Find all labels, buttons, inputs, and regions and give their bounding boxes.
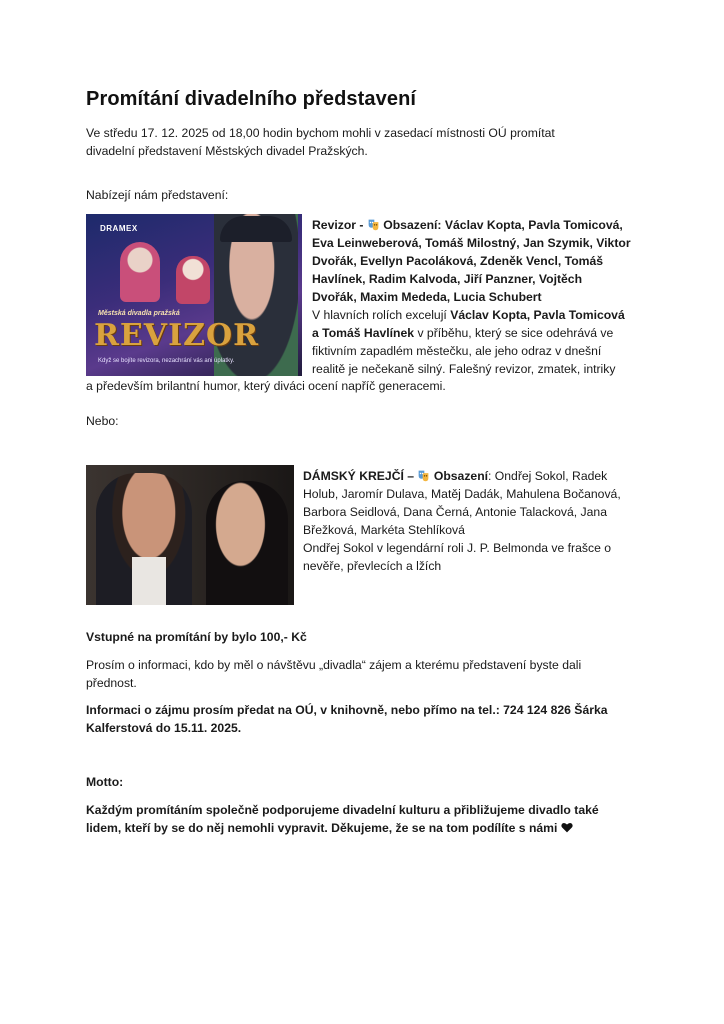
motto-paragraph <box>86 801 599 837</box>
revizor-desc-line-5: a především brilantní humor, který diváci ocení napříč generacemi. <box>86 379 446 393</box>
intro-paragraph <box>86 124 555 160</box>
intro-line-2: divadelní představení Městských divadel Pražských. <box>86 144 368 158</box>
revizor-desc-line-1a: V hlavních rolích excelují <box>312 308 451 322</box>
revizor-cast-label: Obsazení: <box>383 218 442 232</box>
info-paragraph <box>86 701 608 737</box>
request-line-1: Prosím o informaci, kdo by měl o návštěvu „divadla“ zájem a kterému představení byste dali <box>86 658 582 672</box>
damsky-cast-line-2: Holub, Jaromír Dulava, Matěj Dadák, Mahulena Bočanová, <box>303 487 621 501</box>
revizor-desc-line-2a: a Tomáš Havlínek <box>312 326 415 340</box>
intro-line-1: Ve středu 17. 12. 2025 od 18,00 hodin bychom mohli v zasedací místnosti OÚ promítat <box>86 126 555 140</box>
revizor-desc-line-1b: Václav Kopta, Pavla Tomicová <box>450 308 625 322</box>
damsky-desc-line-1: Ondřej Sokol v legendární roli J. P. Belmonda ve frašce o <box>303 541 612 555</box>
poster-subtitle: Městská divadla pražská <box>98 310 180 317</box>
revizor-cast-block <box>312 216 652 378</box>
revizor-cast-line-4: Havlínek, Radim Kalvoda, Jiří Panzner, Vojtěch <box>312 272 583 286</box>
or-label: Nebo: <box>86 414 119 428</box>
poster-tagline: Když se bojíte revizora, nezachrání vás ani úplatky. <box>98 358 235 364</box>
photo-shirt <box>132 557 166 605</box>
photo-actress <box>206 481 288 605</box>
offer-label: Nabízejí nám představení: <box>86 188 229 202</box>
revizor-desc-line-2b: v příběhu, který se sice odehrává ve <box>414 326 614 340</box>
revizor-cast-line-2: Eva Leinweberová, Tomáš Milostný, Jan Szymik, Viktor <box>312 236 631 250</box>
revizor-desc-line-4: realitě je nečekaně silný. Falešný revizor, zmatek, intriky <box>312 362 616 376</box>
revizor-cast-line-5: Dvořák, Maxim Mededa, Lucia Schubert <box>312 290 542 304</box>
theater-masks-icon <box>367 218 380 231</box>
revizor-cast-line-1: Václav Kopta, Pavla Tomicová, <box>441 218 623 232</box>
theater-masks-icon <box>417 469 430 482</box>
motto-line-2: lidem, kteří by se do něj nemohli vypravit. Děkujeme, že se na tom podílíte s námi <box>86 821 561 835</box>
poster-brand: DRAMEX <box>100 224 138 233</box>
page-title: Promítání divadelního představení <box>86 88 417 110</box>
damsky-cast-block <box>303 467 653 575</box>
revizor-cast-line-3: Dvořák, Evellyn Pacoláková, Zdeněk Vencl, Tomáš <box>312 254 604 268</box>
poster-figure <box>120 242 160 302</box>
damsky-krejci-photo <box>86 465 294 605</box>
damsky-cast-line-4: Břežková, Markéta Stehlíková <box>303 523 465 537</box>
price-line: Vstupné na promítání by bylo 100,- Kč <box>86 630 307 644</box>
info-line-1: Informaci o zájmu prosím předat na OÚ, v knihovně, nebo přímo na tel.: 724 124 826 Šárka <box>86 703 608 717</box>
poster-figure <box>176 256 210 304</box>
damsky-cast-line-3: Barbora Seidlová, Dana Černá, Antonie Talacková, Jana <box>303 505 607 519</box>
poster-logo: REVIZOR <box>94 318 260 353</box>
revizor-poster-image <box>86 214 302 376</box>
motto-label: Motto: <box>86 775 124 789</box>
damsky-cast-line-1: : Ondřej Sokol, Radek <box>488 469 608 483</box>
request-line-2: přednost. <box>86 676 137 690</box>
damsky-desc-line-2: nevěře, převlecích a lžích <box>303 559 442 573</box>
damsky-heading: DÁMSKÝ KREJČÍ – <box>303 469 418 483</box>
request-paragraph <box>86 656 581 692</box>
revizor-desc-line-3: fiktivním zapadlém městečku, ale jeho odraz v dnešní <box>312 344 602 358</box>
motto-line-1: Každým promítáním společně podporujeme divadelní kulturu a přibližujeme divadlo také <box>86 803 599 817</box>
revizor-heading: Revizor - <box>312 218 367 232</box>
black-heart-icon <box>561 822 573 833</box>
poster-hat <box>220 216 292 242</box>
damsky-cast-label: Obsazení <box>433 469 489 483</box>
info-line-2: Kalferstová do 15.11. 2025. <box>86 721 242 735</box>
